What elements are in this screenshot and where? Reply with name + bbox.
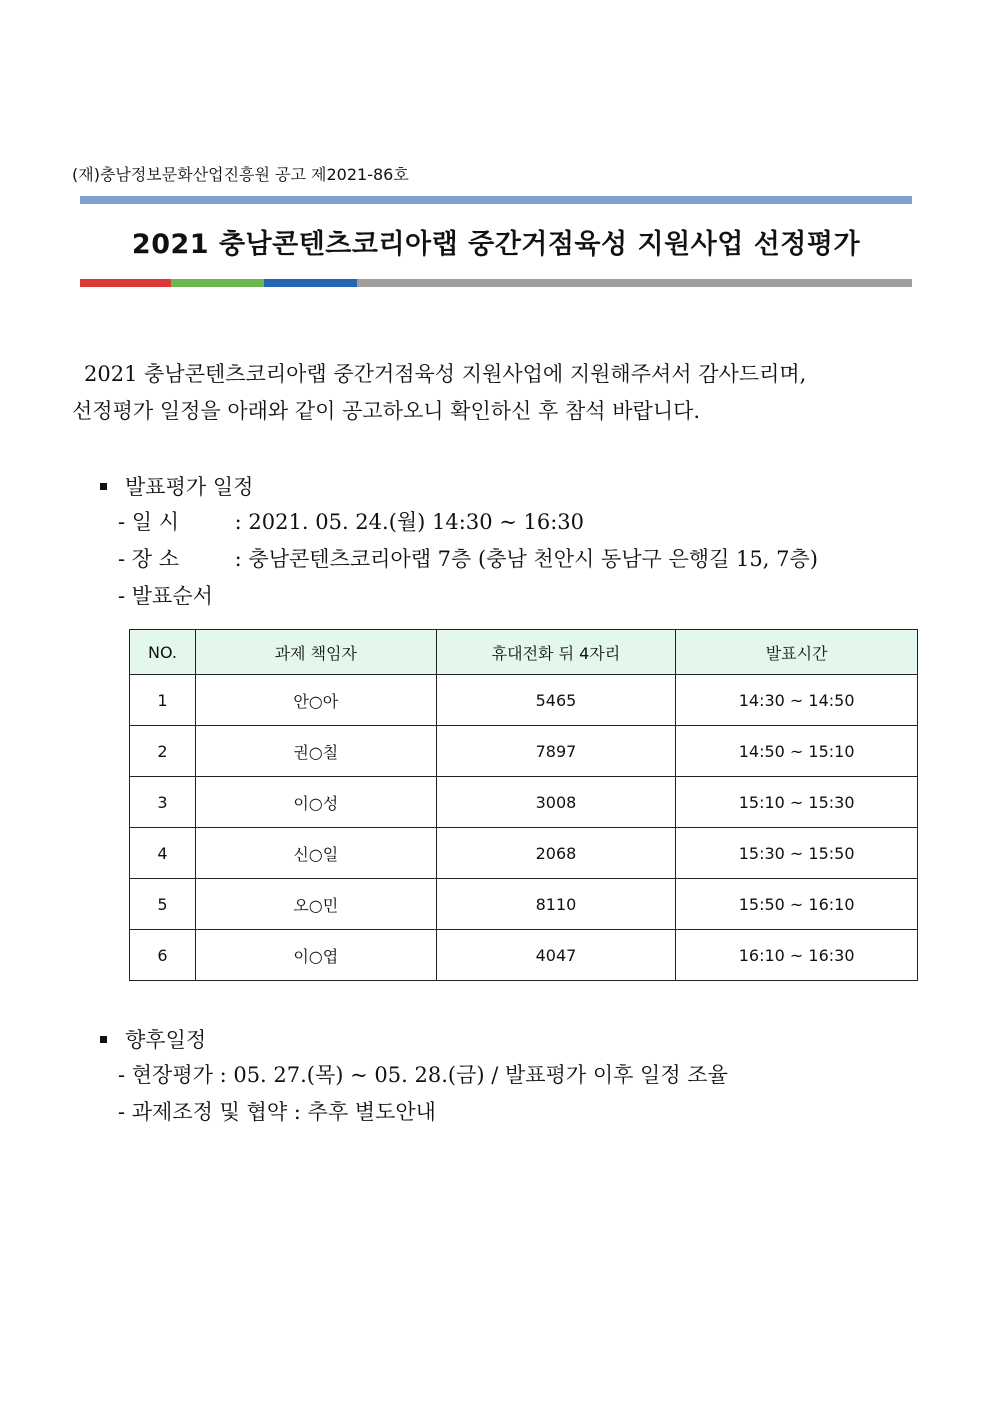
color-bar-blue	[264, 279, 357, 287]
table-row	[130, 828, 918, 879]
square-bullet-icon	[100, 483, 107, 490]
color-bar-gray	[357, 279, 912, 287]
place-value: : 충남콘텐츠코리아랩 7층 (충남 천안시 동남구 은행길 15, 7층)	[228, 547, 818, 571]
cell-leader: 이○엽	[195, 930, 436, 981]
cell-no: 4	[130, 828, 196, 879]
cell-no: 5	[130, 879, 196, 930]
cell-phone: 8110	[436, 879, 676, 930]
cell-leader: 권○칠	[195, 726, 436, 777]
cell-time: 15:10 ~ 15:30	[676, 777, 918, 828]
future-section	[98, 1025, 728, 1131]
cell-no: 2	[130, 726, 196, 777]
cell-no: 1	[130, 675, 196, 726]
intro-line-1: 2021 충남콘텐츠코리아랩 중간거점육성 지원사업에 지원해주셔서 감사드리며,	[84, 362, 807, 386]
cell-time: 16:10 ~ 16:30	[676, 930, 918, 981]
cell-phone: 5465	[436, 675, 676, 726]
cell-leader: 이○성	[195, 777, 436, 828]
presentation-place	[98, 541, 818, 578]
table-header-row	[130, 630, 918, 675]
color-bar-green	[171, 279, 264, 287]
table-row	[130, 726, 918, 777]
table-row	[130, 675, 918, 726]
cell-time: 15:50 ~ 16:10	[676, 879, 918, 930]
future-heading	[98, 1025, 728, 1053]
presentation-date	[98, 504, 818, 541]
future-heading-text: 향후일정	[125, 1028, 207, 1052]
color-bar	[80, 279, 912, 287]
place-label: - 장 소	[118, 547, 180, 571]
top-rule	[80, 196, 912, 204]
presentation-order: - 발표순서	[118, 584, 213, 608]
header-phone: 휴대전화 뒤 4자리	[436, 630, 676, 675]
intro-paragraph	[72, 356, 932, 430]
cell-leader: 오○민	[195, 879, 436, 930]
cell-time: 15:30 ~ 15:50	[676, 828, 918, 879]
notice-number: (재)충남정보문화산업진흥원 공고 제2021-86호	[72, 165, 409, 184]
cell-no: 3	[130, 777, 196, 828]
document-title: 2021 충남콘텐츠코리아랩 중간거점육성 지원사업 선정평가	[131, 229, 861, 260]
cell-no: 6	[130, 930, 196, 981]
future-item-site-eval: - 현장평가 : 05. 27.(목) ~ 05. 28.(금) / 발표평가 이후 일정 조율	[118, 1063, 728, 1087]
presentation-heading	[98, 472, 818, 500]
table-row	[130, 879, 918, 930]
date-value: : 2021. 05. 24.(월) 14:30 ~ 16:30	[228, 510, 585, 534]
date-label: - 일 시	[118, 510, 180, 534]
header-leader: 과제 책임자	[195, 630, 436, 675]
cell-phone: 4047	[436, 930, 676, 981]
square-bullet-icon	[100, 1036, 107, 1043]
presentation-schedule-table	[129, 629, 918, 981]
presentation-heading-text: 발표평가 일정	[125, 475, 254, 499]
cell-phone: 7897	[436, 726, 676, 777]
table-row	[130, 930, 918, 981]
header-no: NO.	[130, 630, 196, 675]
table-row	[130, 777, 918, 828]
cell-time: 14:30 ~ 14:50	[676, 675, 918, 726]
cell-time: 14:50 ~ 15:10	[676, 726, 918, 777]
color-bar-red	[80, 279, 171, 287]
cell-leader: 안○아	[195, 675, 436, 726]
intro-line-2: 선정평가 일정을 아래와 같이 공고하오니 확인하신 후 참석 바랍니다.	[72, 399, 701, 423]
presentation-section	[98, 472, 818, 615]
header-time: 발표시간	[676, 630, 918, 675]
cell-phone: 2068	[436, 828, 676, 879]
cell-leader: 신○일	[195, 828, 436, 879]
future-item-agreement: - 과제조정 및 협약 : 추후 별도안내	[118, 1100, 436, 1124]
cell-phone: 3008	[436, 777, 676, 828]
